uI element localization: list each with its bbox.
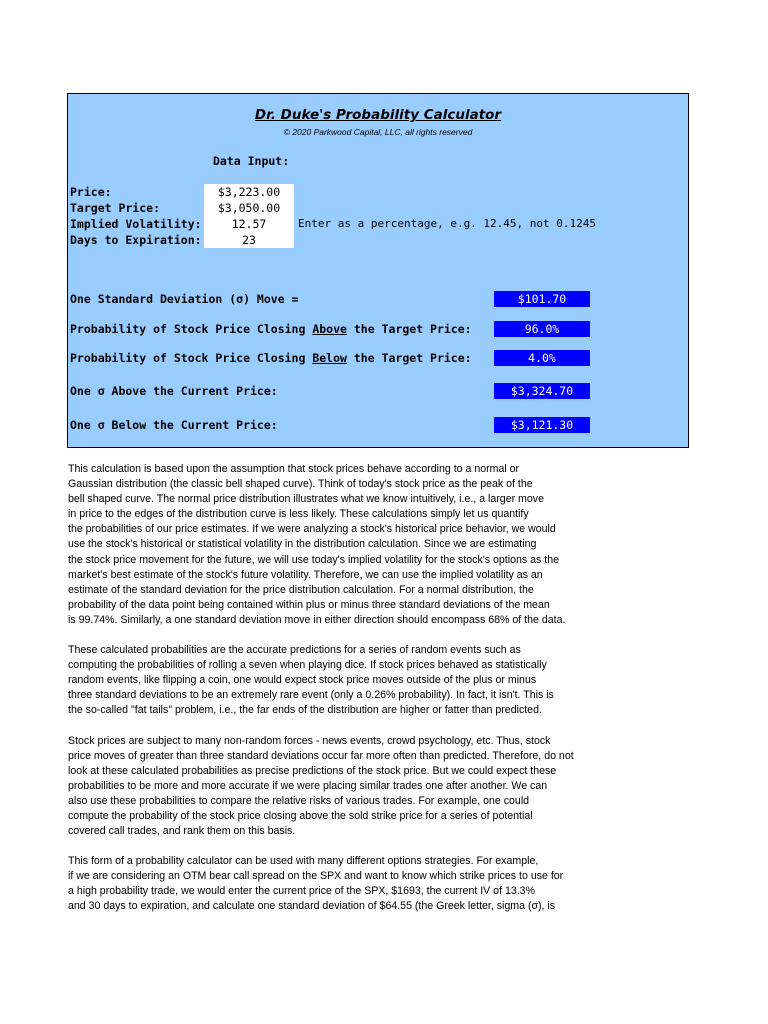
output-label: Probability of Stock Price Closing Above the Target Price: (70, 322, 472, 336)
prob-below-value: 4.0% (494, 350, 590, 366)
body-paragraph (68, 854, 628, 914)
target-price-input[interactable]: $3,050.00 (204, 200, 294, 216)
paragraph-line: probability of the data point being contained within plus or minus three standard deviations of the mean (68, 598, 550, 611)
days-to-expiration-input[interactable]: 23 (204, 232, 294, 248)
paragraph-line: if we are considering an OTM bear call spread on the SPX and want to know which strike prices to use for (68, 870, 564, 883)
paragraph-line: look at these calculated probabilities as precise predictions of the stock price. But we could expect these (68, 764, 557, 777)
paragraph-line: probabilities to be more and more accurate if we were placing similar trades one after another. We can (68, 779, 548, 792)
paragraph-line: These calculated probabilities are the accurate predictions for a series of random events such as (68, 644, 521, 657)
copyright-notice: © 2020 Parkwood Capital, LLC, all rights reserved (283, 127, 473, 137)
calculator-title: Dr. Duke's Probability Calculator (254, 107, 502, 123)
paragraph-line: use the stock's historical or statistical volatility in the distribution calculation. Since we are estimating (68, 538, 537, 551)
output-prob-above (68, 321, 688, 337)
days-to-expiration-row (68, 232, 668, 248)
paragraph-line: three standard deviations to be an extremely rare event (only a 0.26% probability). In fact, it isn't. This is (68, 689, 554, 702)
paragraph-line: the probabilities of our price estimates. If we were analyzing a stock's historical price behavior, we would (68, 523, 556, 536)
one-sigma-above-value: $3,324.70 (494, 383, 590, 399)
paragraph-line: market's best estimate of the stock's future volatility. Therefore, we can use the implied volatility as an (68, 568, 543, 581)
target-price-label: Target Price: (70, 201, 161, 215)
price-input[interactable]: $3,223.00 (204, 184, 294, 200)
output-prob-below (68, 350, 688, 366)
explanation-text (68, 462, 628, 930)
implied-volatility-label: Implied Volatility: (70, 217, 202, 231)
std-dev-move-value: $101.70 (494, 291, 590, 307)
prob-above-value: 96.0% (494, 321, 590, 337)
output-label: One Standard Deviation (σ) Move = (70, 292, 299, 306)
paragraph-line: compute the probability of the stock price closing above the sold strike price for a series of potential (68, 809, 533, 822)
one-sigma-below-value: $3,121.30 (494, 417, 590, 433)
paragraph-line: and 30 days to expiration, and calculate one standard deviation of $64.55 (the Greek letter, sigma (σ), is (68, 900, 556, 913)
target-price-row (68, 200, 668, 216)
paragraph-line: is 99.74%. Similarly, a one standard deviation move in either direction should encompass 68% of the data. (68, 613, 566, 626)
paragraph-line: Stock prices are subject to many non-random forces - news events, crowd psychology, etc. Thus, stock (68, 734, 551, 747)
price-label: Price: (70, 185, 112, 199)
paragraph-line: a high probability trade, we would enter the current price of the SPX, $1693, the current IV of 13.3% (68, 885, 535, 898)
output-std-dev-move (68, 291, 688, 307)
price-row (68, 184, 668, 200)
paragraph-line: covered call trades, and rank them on this basis. (68, 825, 296, 838)
paragraph-line: Gaussian distribution (the classic bell shaped curve). Think of today's stock price as the peak of the (68, 478, 533, 491)
paragraph-line: bell shaped curve. The normal price distribution illustrates what we know intuitively, i.e., a larger move (68, 493, 544, 506)
data-input-header: Data Input: (213, 154, 290, 168)
output-one-sigma-above (68, 383, 688, 399)
days-to-expiration-label: Days to Expiration: (70, 233, 202, 247)
paragraph-line: computing the probabilities of rolling a seven when playing dice. If stock prices behaved as statistically (68, 659, 547, 672)
paragraph-line: estimate of the standard deviation for the price distribution calculation. For a normal distribution, the (68, 583, 534, 596)
implied-volatility-row (68, 216, 668, 232)
paragraph-line: also use these probabilities to compare the relative risks of various trades. For example, one could (68, 794, 530, 807)
implied-volatility-input[interactable]: 12.57 (204, 216, 294, 232)
paragraph-line: in price to the edges of the distribution curve is less likely. These calculations simply let us quantify (68, 508, 529, 521)
body-paragraph (68, 643, 628, 718)
paragraph-line: the so-called "fat tails" problem, i.e., the far ends of the distribution are higher or fatter than predicted. (68, 704, 542, 717)
output-label: One σ Above the Current Price: (70, 384, 278, 398)
paragraph-line: random events, like flipping a coin, one would expect stock price moves outside of the plus or minus (68, 674, 537, 687)
paragraph-line: This calculation is based upon the assumption that stock prices behave according to a normal or (68, 463, 520, 475)
implied-volatility-hint: Enter as a percentage, e.g. 12.45, not 0.1245 (298, 217, 597, 230)
body-paragraph (68, 462, 628, 628)
output-label: Probability of Stock Price Closing Below the Target Price: (70, 351, 472, 365)
output-label: One σ Below the Current Price: (70, 418, 278, 432)
paragraph-line: the stock price movement for the future, we will use today's implied volatility for the stock's options as the (68, 553, 559, 566)
output-one-sigma-below (68, 417, 688, 433)
probability-calculator-panel (67, 93, 689, 448)
paragraph-line: This form of a probability calculator can be used with many different options strategies. For example, (68, 855, 539, 868)
paragraph-line: price moves of greater than three standard deviations occur far more often than predicted. Therefore, do not (68, 749, 574, 762)
body-paragraph (68, 734, 628, 840)
